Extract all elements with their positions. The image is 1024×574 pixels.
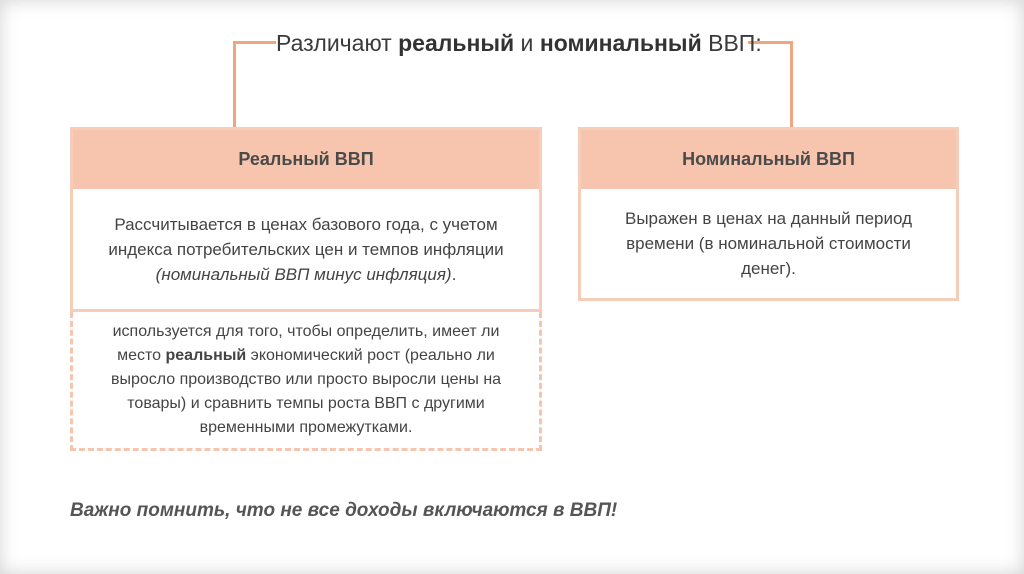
nominal-gdp-header-label: Номинальный ВВП	[682, 149, 855, 169]
connector-left-vertical	[233, 41, 236, 129]
title-prefix: Различают	[276, 30, 399, 56]
nominal-gdp-header	[581, 130, 956, 189]
connector-right-vertical	[790, 41, 793, 129]
usage-text-bold: реальный	[165, 347, 247, 364]
diagram-title	[276, 25, 762, 61]
usage-text-suffix: экономический рост (реально ли выросло производство или просто выросли цены на товары) и сравнить темпы роста ВВП с другими временными промежутками.	[110, 347, 502, 436]
usage-text-prefix: используется для того, чтобы определить, имеет ли место	[112, 323, 500, 364]
nominal-gdp-description	[581, 189, 956, 298]
title-bold-real: реальный	[398, 30, 515, 56]
title-middle: и	[514, 30, 540, 56]
nominal-gdp-box	[578, 127, 959, 301]
real-gdp-box	[70, 127, 542, 312]
real-gdp-usage-box	[70, 312, 542, 451]
title-bold-nominal: номинальный	[539, 30, 702, 56]
nominal-gdp-text: Выражен в ценах на данный период времени (в номинальной стоимости денег).	[625, 209, 912, 278]
real-gdp-formula: (номинальный ВВП минус инфляция)	[155, 264, 452, 284]
real-gdp-header	[73, 130, 539, 189]
important-note: Важно помнить, что не все доходы включаются в ВВП!	[70, 500, 618, 521]
real-gdp-text: Рассчитывается в ценах базового года, с учетом индекса потребительских цен и темпов инфляции	[108, 214, 504, 259]
real-gdp-text-end: .	[451, 264, 457, 284]
real-gdp-header-label: Реальный ВВП	[238, 149, 374, 169]
real-gdp-description	[73, 189, 539, 309]
title-suffix: ВВП:	[701, 30, 762, 56]
